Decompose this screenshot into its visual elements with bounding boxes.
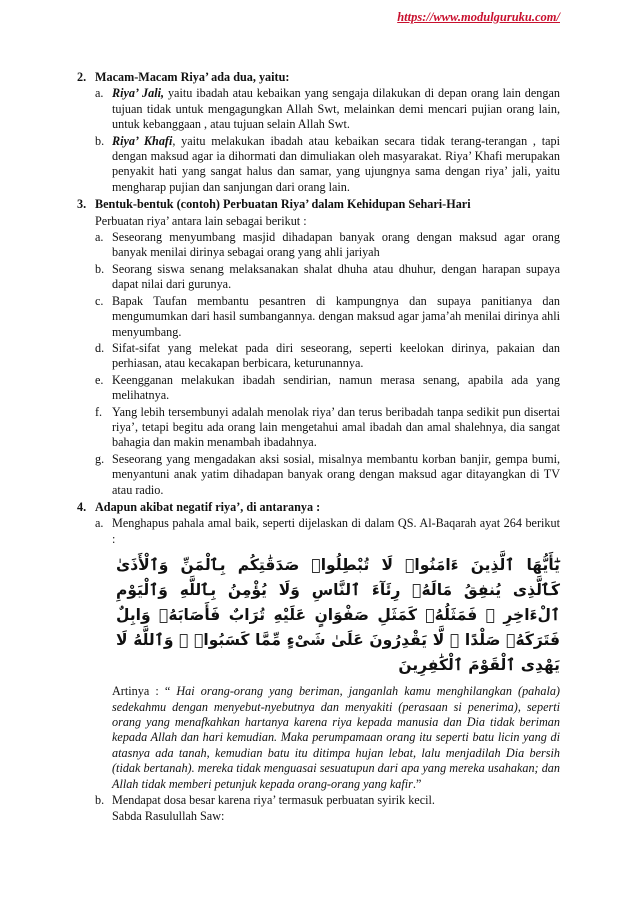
section-number: 3. bbox=[77, 197, 87, 212]
list-item bbox=[95, 262, 560, 293]
item-letter: e. bbox=[95, 372, 104, 387]
item-text: Seseorang yang mengadakan aksi sosial, misalnya membantu korban banjir, gempa bumi, menyantuni anak yatim dihadapan banyak orang dengan maksud agar ditayangkan di TV atau radio. bbox=[112, 451, 560, 497]
list-item bbox=[95, 373, 560, 404]
list-item bbox=[95, 341, 560, 372]
list-item bbox=[95, 294, 560, 340]
item-letter: c. bbox=[95, 293, 104, 308]
section-number: 2. bbox=[77, 70, 87, 84]
section-2-heading bbox=[77, 70, 560, 85]
item-letter: a. bbox=[95, 516, 104, 531]
item-text: Keengganan melakukan ibadah sendirian, namun merasa senang, apabila ada yang melihatnya. bbox=[112, 372, 560, 403]
translation-end: .” bbox=[412, 776, 422, 791]
item-text: , yaitu melakukan ibadah atau kebaikan secara tidak terang-terangan , tapi dengan maksud agar ia dihormati dan dimuliakan oleh masyarakat. Riya’ Khafi merupakan penyakit hati yang sangat halus dan samar, yang ujungnya sama dengan riya’ jali, yaitu mengharap pujian dan sanjungan dari orang lain. bbox=[112, 133, 560, 194]
item-term: Riya’ Khafi bbox=[112, 133, 173, 148]
item-term: Riya’ Jali, bbox=[112, 86, 165, 101]
item-text: Seseorang menyumbang masjid dihadapan banyak orang dengan maksud agar orang banyak menilai dirinya sebagai orang yang ahli jariyah bbox=[112, 230, 560, 260]
item-letter: b. bbox=[95, 793, 105, 808]
quran-verse-arabic: يَٰٓأَيُّهَا ٱلَّذِينَ ءَامَنُوا۟ لَا تُبْطِلُوا۟ صَدَقَٰتِكُم بِٱلْمَنِّ وَٱلْأَذَىٰ كَٱلَّذِى يُنفِقُ مَالَهُۥ رِئَآءَ ٱلنَّاسِ وَلَا يُؤْمِنُ بِٱللَّهِ وَٱلْيَوْمِ ٱلْءَاخِرِ ۖ فَمَثَلُهُۥ كَمَثَلِ صَفْوَانٍ عَلَيْهِ تُرَابٌ فَأَصَابَهُۥ وَابِلٌ فَتَرَكَهُۥ صَلْدًا ۖ لَّا يَقْدِرُونَ عَلَىٰ شَىْءٍ مِّمَّا كَسَبُوا۟ ۗ وَٱللَّهُ لَا يَهْدِى ٱلْقَوْمَ ٱلْكَٰفِرِينَ bbox=[116, 556, 560, 675]
item-letter: b. bbox=[95, 261, 105, 276]
document-body bbox=[77, 68, 560, 825]
section-3-heading bbox=[77, 197, 560, 212]
section-4-heading bbox=[77, 499, 560, 515]
item-letter: a. bbox=[95, 230, 104, 245]
section-title: Adapun akibat negatif riya’, di antaranya : bbox=[95, 499, 321, 514]
list-item bbox=[95, 452, 560, 498]
list-item bbox=[95, 793, 560, 825]
header-url-link[interactable]: https://www.modulguruku.com/ bbox=[397, 10, 560, 24]
item-text: Bapak Taufan membantu pesantren di kampungnya dan supaya panitianya dan mengumumkan dari hasil sumbangannya. dengan maksud agar jama’ah menilai dirinya ahli menyumbang. bbox=[112, 293, 560, 339]
section-title: Bentuk-bentuk (contoh) Perbuatan Riya’ dalam Kehidupan Sehari-Hari bbox=[95, 197, 471, 212]
verse-translation bbox=[112, 684, 560, 792]
section-title: Macam-Macam Riya’ ada dua, yaitu: bbox=[95, 70, 290, 84]
list-item bbox=[95, 230, 560, 261]
item-letter: f. bbox=[95, 404, 103, 419]
list-item bbox=[95, 134, 560, 196]
item-letter: g. bbox=[95, 451, 105, 466]
list-item bbox=[95, 516, 560, 792]
item-text: Sifat-sifat yang melekat pada diri seseorang, seperti keelokan dirinya, pakaian dan perhiasan, atau kecakapan berbicara, keturunannya. bbox=[112, 340, 560, 371]
item-text: Seorang siswa senang melaksanakan shalat dhuha atau dhuhur, dengan harapan supaya dapat nilai dari gurunya. bbox=[112, 261, 560, 292]
item-text: Yang lebih tersembunyi adalah menolak riya’ dan terus beribadah tanpa sedikit pun disertai riya’, tetapi begitu ada orang lain mengetahui amal ibadah dan amal shalehnya, dia sangat bahagia dan makin menambah ibadahnya. bbox=[112, 404, 560, 450]
list-item bbox=[95, 86, 560, 132]
item-letter: b. bbox=[95, 133, 105, 148]
hadith-intro: Sabda Rasulullah Saw: bbox=[112, 809, 225, 824]
list-item bbox=[95, 405, 560, 451]
item-text: Menghapus pahala amal baik, seperti dijelaskan di dalam QS. Al-Baqarah ayat 264 berikut : bbox=[112, 516, 560, 546]
translation-text: Hai orang-orang yang beriman, janganlah kamu menghilangkan (pahala) sedekahmu dengan menyebut-nyebutnya dan menyakiti (perasaan si penerima), seperti orang yang menafkahkan hartanya karena riya kepada manusia dan Dia tidak beriman kepada Allah dan hari kemudian. Maka perumpamaan orang itu seperti batu licin yang di atasnya ada tanah, kemudian batu itu ditimpa hujan lebat, lalu menjadilah Dia bersih (tidak bertanah). mereka tidak menguasai sesuatupun dari apa yang mereka usahakan; dan Allah tidak memberi petunjuk kepada orang-orang yang kafir bbox=[112, 684, 560, 791]
item-text: yaitu ibadah atau kebaikan yang sengaja dilakukan di depan orang lain dengan tujuan tidak untuk mengagungkan Allah Swt, melainkan demi mencari pujian orang lain, untuk kebanggaan , atau tujuan selain Allah Swt. bbox=[112, 86, 560, 132]
item-letter: a. bbox=[95, 86, 104, 101]
item-letter: d. bbox=[95, 340, 105, 355]
section-number: 4. bbox=[77, 499, 87, 514]
item-text: Mendapat dosa besar karena riya’ termasuk perbuatan syirik kecil. bbox=[112, 793, 435, 808]
section-intro: Perbuatan riya’ antara lain sebagai berikut : bbox=[95, 213, 307, 228]
translation-label: Artinya : “ bbox=[112, 684, 177, 699]
